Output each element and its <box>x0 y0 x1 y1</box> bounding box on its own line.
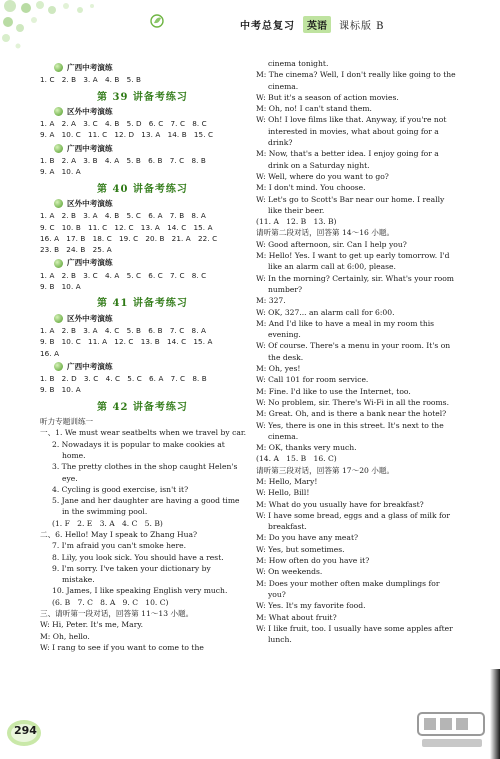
dialogue-line: M: And I'd like to have a meal in my room this evening. <box>256 318 435 340</box>
answer-row: 9. A 10. A <box>40 167 81 177</box>
text-line: 一、1. We must wear seatbelts when we travel by car. <box>40 428 247 438</box>
page-header <box>240 10 490 38</box>
answer-row: 1. A 2. A 3. C 4. B 5. D 6. C 7. C 8. C <box>40 119 207 129</box>
dialogue-line: M: The cinema? Well, I don't really like going to the cinema. <box>256 70 456 91</box>
leaf-icon <box>150 14 164 28</box>
dialogue-line: M: Fine. I'd like to use the Internet, too. <box>256 386 411 396</box>
dialogue-line: W: I like fruit, too. I usually have some apples after lunch. <box>256 623 453 645</box>
text-line: 三、请听第一段对话，回答第 11～13 小题。 <box>40 609 194 619</box>
dialogue-line: W: Call 101 for room service. <box>256 375 369 385</box>
dialogue-line: W: Oh! I love films like that. Anyway, if you're not interested in movies, what about going for a drink? <box>256 115 447 148</box>
listening-item: 10. James, I like speaking English very much. <box>52 586 228 596</box>
dialogue-line: W: Good afternoon, sir. Can I help you? <box>256 239 407 249</box>
dialogue-line: M: What about fruit? <box>256 612 337 622</box>
section-subheading <box>54 198 245 209</box>
dialogue-line: M: What do you usually have for breakfast? <box>256 499 424 509</box>
answer-row: 23. B 24. B 25. A <box>40 245 112 255</box>
listening-item: 4. Cycling is good exercise, isn't it? <box>52 484 189 494</box>
dialogue-line: W: But it's a season of action movies. <box>256 92 399 102</box>
subheading-text: 广西中考演练 <box>67 143 113 153</box>
dialogue-line: M: Great. Oh, and is there a bank near the hotel? <box>256 409 447 419</box>
text-line: (11. A 12. B 13. B) <box>256 217 337 227</box>
answer-row: 16. A <box>40 348 60 358</box>
right-column <box>256 58 456 645</box>
text-line: 请听第二段对话，回答第 14～16 小题。 <box>256 228 395 238</box>
bullet-icon <box>54 314 63 323</box>
dialogue-line: W: OK, 327... an alarm call for 6:00. <box>256 307 395 317</box>
answer-row: 1. A 2. B 3. A 4. B 5. C 6. A 7. B 8. A <box>40 211 206 221</box>
dialogue-line: W: Well, where do you want to go? <box>256 171 389 181</box>
dialogue-line: M: Oh, no! I can't stand them. <box>256 104 372 114</box>
answer-row: 9. B 10. C 11. A 12. C 13. B 14. C 15. A <box>40 337 213 347</box>
answer-key-line: (1. F 2. E 3. A 4. C 5. B) <box>52 518 163 528</box>
answer-row: 1. C 2. B 3. A 4. B 5. B <box>40 75 142 85</box>
dialogue-line: W: Let's go to Scott's Bar near our home. I really like their beer. <box>256 194 445 215</box>
bullet-icon <box>54 63 63 72</box>
section-subheading <box>54 62 245 73</box>
listening-item: 9. I'm sorry. I've taken your dictionary by mistake. <box>52 563 211 585</box>
text-line: 请听第三段对话，回答第 17～20 小题。 <box>256 465 395 475</box>
watermark-logo <box>414 709 492 753</box>
section-subheading <box>54 106 245 117</box>
text-line: 听力专题训练一 <box>40 417 94 427</box>
dialogue-line: W: Hello, Bill! <box>256 488 310 498</box>
dialogue-line: M: Hello! Yes. I want to get up early tomorrow. I'd like an alarm call at 6:00, please. <box>256 251 450 272</box>
subheading-text: 区外中考演练 <box>67 198 113 208</box>
dialogue-line: M: Now, that's a better idea. I enjoy going for a drink on a Saturday night. <box>256 149 439 170</box>
book-title: 中考总复习 <box>240 20 295 32</box>
dialogue-line: M: I don't mind. You choose. <box>256 183 366 193</box>
bullet-icon <box>54 107 63 116</box>
dialogue-line: W: No problem, sir. There's Wi-Fi in all the rooms. <box>256 397 449 407</box>
text-line: 二、6. Hello! May I speak to Zhang Hua? <box>40 529 198 539</box>
answer-row: 9. B 10. A <box>40 282 81 292</box>
listening-item: 5. Jane and her daughter are having a good time in the swimming pool. <box>52 496 240 517</box>
subheading-text: 区外中考演练 <box>67 106 113 116</box>
bullet-icon <box>54 144 63 153</box>
answer-row: 9. A 10. C 11. C 12. D 13. A 14. B 15. C <box>40 130 214 140</box>
dialogue-line: W: In the morning? Certainly, sir. What's your room number? <box>256 273 454 294</box>
answer-row: 1. A 2. B 3. C 4. A 5. C 6. C 7. C 8. C <box>40 270 207 280</box>
dialogue-line: M: Oh, yes! <box>256 364 301 374</box>
dialogue-line: W: I rang to see if you want to come to the <box>40 642 204 652</box>
answer-row: 16. A 17. B 18. C 19. C 20. B 21. A 22. C <box>40 233 218 243</box>
bullet-icon <box>54 362 63 371</box>
left-column <box>40 60 245 653</box>
dialogue-line: M: Oh, hello. <box>40 631 90 641</box>
listening-item: 8. Lily, you look sick. You should have a rest. <box>52 552 224 562</box>
page-edge-shadow <box>490 669 500 759</box>
bullet-icon <box>54 199 63 208</box>
dialogue-line: W: Yes. It's my favorite food. <box>256 601 366 611</box>
lecture-heading: 第 39 讲备考练习 <box>97 91 188 103</box>
section-subheading <box>54 361 245 372</box>
answer-row: 9. C 10. B 11. C 12. C 13. A 14. C 15. A <box>40 222 213 232</box>
answer-row: 1. B 2. D 3. C 4. C 5. C 6. A 7. C 8. B <box>40 374 207 384</box>
subheading-text: 广西中考演练 <box>67 63 113 72</box>
dialogue-line: M: OK, thanks very much. <box>256 443 357 453</box>
lecture-heading: 第 41 讲备考练习 <box>97 298 188 310</box>
bullet-icon <box>54 259 63 268</box>
corner-dots-decoration <box>0 0 130 60</box>
listening-item: 3. The pretty clothes in the shop caught Helen's eye. <box>52 462 238 483</box>
listening-item: 7. I'm afraid you can't smoke here. <box>52 541 187 551</box>
subheading-text: 广西中考演练 <box>67 361 113 371</box>
edition-label: 课标版 B <box>339 20 385 32</box>
dialogue-line: M: Do you have any meat? <box>256 533 359 543</box>
answer-row: 9. B 10. A <box>40 385 81 395</box>
dialogue-line: M: Hello, Mary! <box>256 476 318 486</box>
section-subheading <box>54 143 245 154</box>
dialogue-line: W: Yes, there is one in this street. It's next to the cinema. <box>256 420 444 441</box>
dialogue-line: W: Hi, Peter. It's me, Mary. <box>40 620 144 630</box>
dialogue-line: W: Yes, but sometimes. <box>256 544 345 554</box>
subject-badge: 英语 <box>303 16 331 33</box>
section-subheading <box>54 257 245 268</box>
dialogue-line: M: 327. <box>256 296 286 306</box>
subheading-text: 区外中考演练 <box>67 313 113 323</box>
lecture-heading: 第 42 讲备考练习 <box>97 401 188 413</box>
text-line: (14. A 15. B 16. C) <box>256 454 337 464</box>
listening-item: 2. Nowadays it is popular to make cookies at home. <box>52 439 225 460</box>
dialogue-line: W: I have some bread, eggs and a glass of milk for breakfast. <box>256 510 450 532</box>
dialogue-line: M: How often do you have it? <box>256 556 370 566</box>
answer-key-line: cinema tonight. <box>268 59 329 68</box>
dialogue-line: W: On weekends. <box>256 567 323 577</box>
dialogue-line: W: Of course. There's a menu in your room. It's on the desk. <box>256 341 451 362</box>
answer-row: 1. B 2. A 3. B 4. A 5. B 6. B 7. C 8. B <box>40 156 206 166</box>
page-number: 294 <box>14 724 37 737</box>
answer-row: 1. A 2. B 3. A 4. C 5. B 6. B 7. C 8. A <box>40 325 206 335</box>
section-subheading <box>54 313 245 324</box>
lecture-heading: 第 40 讲备考练习 <box>97 183 188 195</box>
dialogue-line: M: Does your mother often make dumplings for you? <box>256 578 440 599</box>
subheading-text: 广西中考演练 <box>67 258 113 268</box>
answer-key-line: (6. B 7. C 8. A 9. C 10. C) <box>52 597 169 607</box>
